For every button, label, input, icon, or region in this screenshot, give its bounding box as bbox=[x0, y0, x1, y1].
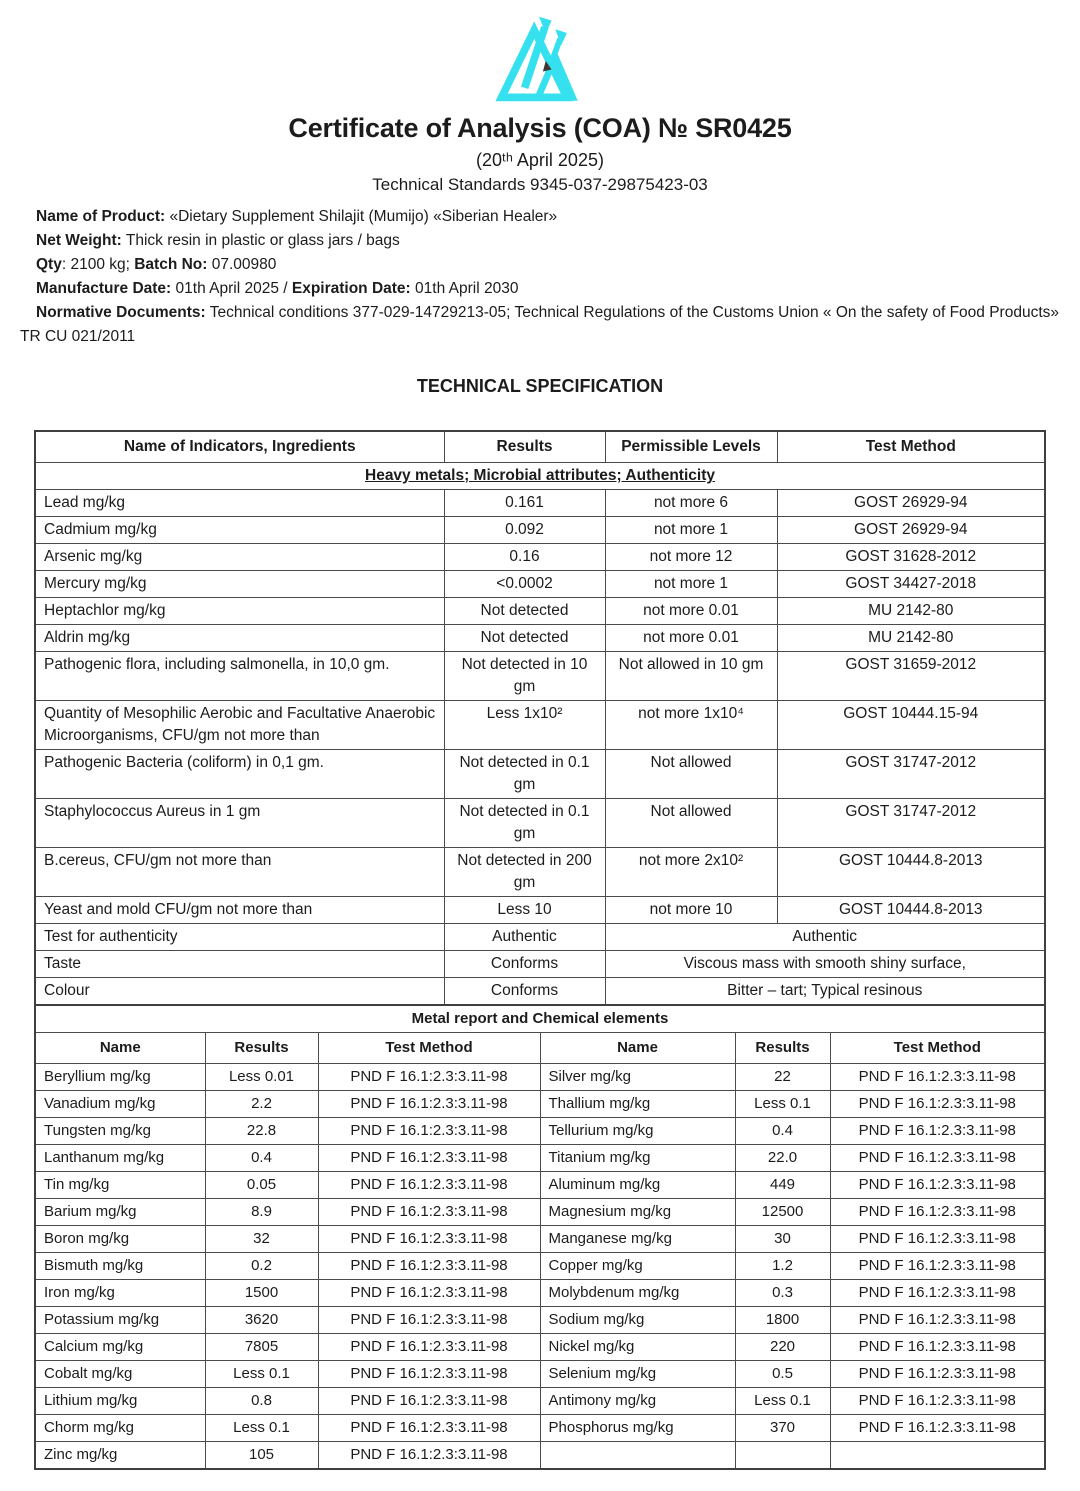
table-row bbox=[35, 1199, 1045, 1226]
table-cell: PND F 16.1:2.3:3.11-98 bbox=[318, 1199, 540, 1226]
table-cell: Staphylococcus Aureus in 1 gm bbox=[35, 799, 444, 848]
detail-label: Batch No: bbox=[134, 256, 208, 273]
table-row bbox=[35, 799, 1045, 848]
table-cell: Test for authenticity bbox=[35, 924, 444, 951]
table-row bbox=[35, 1033, 1045, 1064]
table-row bbox=[35, 544, 1045, 571]
table-cell: 3620 bbox=[205, 1307, 318, 1334]
detail-label: Expiration Date: bbox=[291, 280, 411, 297]
table-cell: 1800 bbox=[735, 1307, 830, 1334]
table-cell: Not detected in 200 gm bbox=[444, 848, 605, 897]
table-cell: Aluminum mg/kg bbox=[540, 1172, 735, 1199]
table-row bbox=[35, 897, 1045, 924]
table-cell: PND F 16.1:2.3:3.11-98 bbox=[830, 1226, 1045, 1253]
table-cell: not more 2x10² bbox=[605, 848, 777, 897]
table-cell: Copper mg/kg bbox=[540, 1253, 735, 1280]
table-cell: Selenium mg/kg bbox=[540, 1361, 735, 1388]
table-cell: Pathogenic flora, including salmonella, in 10,0 gm. bbox=[35, 652, 444, 701]
table-cell: Not allowed in 10 gm bbox=[605, 652, 777, 701]
table-cell: Authentic bbox=[444, 924, 605, 951]
table-cell: Potassium mg/kg bbox=[35, 1307, 205, 1334]
table-row bbox=[35, 1415, 1045, 1442]
table-cell: Nickel mg/kg bbox=[540, 1334, 735, 1361]
table-cell: Less 0.1 bbox=[735, 1388, 830, 1415]
table-cell: PND F 16.1:2.3:3.11-98 bbox=[830, 1064, 1045, 1091]
detail-label: Manufacture Date: bbox=[36, 280, 172, 297]
detail-line bbox=[20, 205, 1060, 229]
table-row bbox=[35, 1388, 1045, 1415]
table-cell: PND F 16.1:2.3:3.11-98 bbox=[830, 1172, 1045, 1199]
spec-table bbox=[34, 430, 1046, 1006]
table-cell: Aldrin mg/kg bbox=[35, 625, 444, 652]
table-row bbox=[35, 1064, 1045, 1091]
table-row bbox=[35, 1005, 1045, 1033]
table-cell: Bismuth mg/kg bbox=[35, 1253, 205, 1280]
table-cell: PND F 16.1:2.3:3.11-98 bbox=[318, 1442, 540, 1470]
table-cell: GOST 31747-2012 bbox=[777, 750, 1045, 799]
table-cell: 0.4 bbox=[205, 1145, 318, 1172]
table-cell: Bitter – tart; Typical resinous bbox=[605, 978, 1045, 1006]
table-cell: PND F 16.1:2.3:3.11-98 bbox=[830, 1334, 1045, 1361]
table-row bbox=[35, 1442, 1045, 1470]
table-cell: PND F 16.1:2.3:3.11-98 bbox=[830, 1415, 1045, 1442]
table-cell: 22.8 bbox=[205, 1118, 318, 1145]
table-cell: Not detected in 0.1 gm bbox=[444, 750, 605, 799]
mountain-peaks-arrows-icon bbox=[492, 14, 588, 102]
header-cell: Name of Indicators, Ingredients bbox=[35, 431, 444, 463]
table-cell: Arsenic mg/kg bbox=[35, 544, 444, 571]
table-cell: PND F 16.1:2.3:3.11-98 bbox=[318, 1091, 540, 1118]
table-cell: GOST 31659-2012 bbox=[777, 652, 1045, 701]
table-row bbox=[35, 625, 1045, 652]
table-cell: Titanium mg/kg bbox=[540, 1145, 735, 1172]
table-cell: Less 0.1 bbox=[205, 1361, 318, 1388]
table-cell: Taste bbox=[35, 951, 444, 978]
detail-value: «Dietary Supplement Shilajit (Mumijo) «Siberian Healer» bbox=[165, 208, 558, 225]
table-cell: not more 0.01 bbox=[605, 598, 777, 625]
table-cell: Magnesium mg/kg bbox=[540, 1199, 735, 1226]
table-cell: MU 2142-80 bbox=[777, 625, 1045, 652]
detail-value: : 2100 kg; bbox=[61, 256, 135, 273]
table-cell: Heavy metals; Microbial attributes; Authenticity bbox=[35, 463, 1045, 490]
table-cell: PND F 16.1:2.3:3.11-98 bbox=[830, 1145, 1045, 1172]
table-cell: PND F 16.1:2.3:3.11-98 bbox=[830, 1280, 1045, 1307]
detail-line bbox=[20, 277, 1060, 301]
table-cell: Cobalt mg/kg bbox=[35, 1361, 205, 1388]
table-row bbox=[35, 571, 1045, 598]
table-cell: GOST 26929-94 bbox=[777, 517, 1045, 544]
table-cell bbox=[540, 1442, 735, 1470]
table-row bbox=[35, 517, 1045, 544]
table-cell: PND F 16.1:2.3:3.11-98 bbox=[318, 1280, 540, 1307]
table-cell: Yeast and mold CFU/gm not more than bbox=[35, 897, 444, 924]
table-row bbox=[35, 598, 1045, 625]
table-cell: PND F 16.1:2.3:3.11-98 bbox=[830, 1388, 1045, 1415]
table-cell: 0.2 bbox=[205, 1253, 318, 1280]
table-cell: Metal report and Chemical elements bbox=[35, 1005, 1045, 1033]
table-cell: 0.3 bbox=[735, 1280, 830, 1307]
table-cell: Not allowed bbox=[605, 799, 777, 848]
header-cell: Results bbox=[735, 1033, 830, 1064]
table-cell: <0.0002 bbox=[444, 571, 605, 598]
table-cell: 0.092 bbox=[444, 517, 605, 544]
table-cell: Cadmium mg/kg bbox=[35, 517, 444, 544]
detail-line bbox=[20, 301, 1060, 349]
detail-line bbox=[20, 229, 1060, 253]
table-row bbox=[35, 951, 1045, 978]
table-cell: Antimony mg/kg bbox=[540, 1388, 735, 1415]
table-cell: Less 0.01 bbox=[205, 1064, 318, 1091]
table-cell bbox=[830, 1442, 1045, 1470]
metals-table bbox=[34, 1004, 1046, 1470]
detail-value: Technical conditions 377-029-14729213-05; Technical Regulations of the Customs Union « On the safety of Food Products» TR CU 021/2011 bbox=[20, 304, 1060, 345]
table-cell: PND F 16.1:2.3:3.11-98 bbox=[318, 1226, 540, 1253]
table-cell: Colour bbox=[35, 978, 444, 1006]
table-cell: Conforms bbox=[444, 978, 605, 1006]
header-cell: Permissible Levels bbox=[605, 431, 777, 463]
table-cell: Manganese mg/kg bbox=[540, 1226, 735, 1253]
table-row bbox=[35, 750, 1045, 799]
page-title: Certificate of Analysis (COA) № SR0425 bbox=[288, 113, 792, 143]
table-cell: Viscous mass with smooth shiny surface, bbox=[605, 951, 1045, 978]
technical-specification-heading: TECHNICAL SPECIFICATION bbox=[416, 376, 664, 396]
table-cell: PND F 16.1:2.3:3.11-98 bbox=[830, 1199, 1045, 1226]
table-cell: Not detected in 10 gm bbox=[444, 652, 605, 701]
table-cell: PND F 16.1:2.3:3.11-98 bbox=[830, 1253, 1045, 1280]
table-cell: GOST 31628-2012 bbox=[777, 544, 1045, 571]
table-cell: not more 1 bbox=[605, 517, 777, 544]
detail-value: 01th April 2025 / bbox=[171, 280, 292, 297]
detail-line bbox=[20, 253, 1060, 277]
detail-value: Thick resin in plastic or glass jars / bags bbox=[121, 232, 400, 249]
table-cell: PND F 16.1:2.3:3.11-98 bbox=[318, 1253, 540, 1280]
table-cell: Iron mg/kg bbox=[35, 1280, 205, 1307]
table-row bbox=[35, 1091, 1045, 1118]
table-cell: PND F 16.1:2.3:3.11-98 bbox=[318, 1145, 540, 1172]
table-cell: Lanthanum mg/kg bbox=[35, 1145, 205, 1172]
detail-label: Normative Documents: bbox=[36, 304, 206, 321]
table-cell: Molybdenum mg/kg bbox=[540, 1280, 735, 1307]
table-cell: 0.16 bbox=[444, 544, 605, 571]
table-cell: PND F 16.1:2.3:3.11-98 bbox=[318, 1118, 540, 1145]
table-row bbox=[35, 978, 1045, 1006]
table-row bbox=[35, 1145, 1045, 1172]
table-cell: Calcium mg/kg bbox=[35, 1334, 205, 1361]
table-cell: PND F 16.1:2.3:3.11-98 bbox=[318, 1172, 540, 1199]
table-cell: Not detected bbox=[444, 625, 605, 652]
table-row bbox=[35, 1172, 1045, 1199]
table-cell: Tin mg/kg bbox=[35, 1172, 205, 1199]
detail-value: 01th April 2030 bbox=[410, 280, 519, 297]
header-cell: Results bbox=[444, 431, 605, 463]
table-row bbox=[35, 652, 1045, 701]
table-cell: Chorm mg/kg bbox=[35, 1415, 205, 1442]
table-cell: Heptachlor mg/kg bbox=[35, 598, 444, 625]
table-cell: Less 10 bbox=[444, 897, 605, 924]
table-row bbox=[35, 1118, 1045, 1145]
table-cell: PND F 16.1:2.3:3.11-98 bbox=[318, 1064, 540, 1091]
table-cell: Less 0.1 bbox=[735, 1091, 830, 1118]
table-cell: Thallium mg/kg bbox=[540, 1091, 735, 1118]
table-cell: 7805 bbox=[205, 1334, 318, 1361]
table-row bbox=[35, 924, 1045, 951]
table-row bbox=[35, 1307, 1045, 1334]
table-cell: not more 10 bbox=[605, 897, 777, 924]
table-cell: not more 12 bbox=[605, 544, 777, 571]
table-cell: not more 0.01 bbox=[605, 625, 777, 652]
table-cell: Barium mg/kg bbox=[35, 1199, 205, 1226]
table-cell bbox=[735, 1442, 830, 1470]
table-cell: Quantity of Mesophilic Aerobic and Facultative Anaerobic Microorganisms, CFU/gm not more than bbox=[35, 701, 444, 750]
table-cell: 22 bbox=[735, 1064, 830, 1091]
table-cell: PND F 16.1:2.3:3.11-98 bbox=[318, 1307, 540, 1334]
table-cell: Less 1x10² bbox=[444, 701, 605, 750]
table-cell: 220 bbox=[735, 1334, 830, 1361]
table-row bbox=[35, 701, 1045, 750]
table-cell: Beryllium mg/kg bbox=[35, 1064, 205, 1091]
table-cell: GOST 26929-94 bbox=[777, 490, 1045, 517]
table-row bbox=[35, 1361, 1045, 1388]
table-cell: not more 6 bbox=[605, 490, 777, 517]
table-cell: PND F 16.1:2.3:3.11-98 bbox=[830, 1118, 1045, 1145]
table-cell: 32 bbox=[205, 1226, 318, 1253]
header-cell: Test Method bbox=[318, 1033, 540, 1064]
table-cell: Not detected bbox=[444, 598, 605, 625]
table-cell: Mercury mg/kg bbox=[35, 571, 444, 598]
table-cell: Sodium mg/kg bbox=[540, 1307, 735, 1334]
header-cell: Name bbox=[35, 1033, 205, 1064]
table-cell: Zinc mg/kg bbox=[35, 1442, 205, 1470]
table-cell: Boron mg/kg bbox=[35, 1226, 205, 1253]
table-cell: PND F 16.1:2.3:3.11-98 bbox=[830, 1307, 1045, 1334]
detail-value: 07.00980 bbox=[207, 256, 277, 273]
table-cell: 449 bbox=[735, 1172, 830, 1199]
table-cell: Phosphorus mg/kg bbox=[540, 1415, 735, 1442]
table-cell: GOST 34427-2018 bbox=[777, 571, 1045, 598]
table-cell: Tungsten mg/kg bbox=[35, 1118, 205, 1145]
table-row bbox=[35, 848, 1045, 897]
standards-line: Technical Standards 9345-037-29875423-03 bbox=[372, 175, 708, 194]
brand-logo bbox=[0, 0, 1080, 104]
table-cell: Lithium mg/kg bbox=[35, 1388, 205, 1415]
header-cell: Results bbox=[205, 1033, 318, 1064]
table-cell: 0.05 bbox=[205, 1172, 318, 1199]
table-cell: Not detected in 0.1 gm bbox=[444, 799, 605, 848]
table-cell: Not allowed bbox=[605, 750, 777, 799]
table-cell: 8.9 bbox=[205, 1199, 318, 1226]
table-cell: 22.0 bbox=[735, 1145, 830, 1172]
table-cell: not more 1x10⁴ bbox=[605, 701, 777, 750]
table-cell: PND F 16.1:2.3:3.11-98 bbox=[318, 1388, 540, 1415]
detail-label: Name of Product: bbox=[36, 208, 166, 225]
table-cell: 0.5 bbox=[735, 1361, 830, 1388]
table-cell: 30 bbox=[735, 1226, 830, 1253]
table-cell: PND F 16.1:2.3:3.11-98 bbox=[318, 1361, 540, 1388]
table-cell: PND F 16.1:2.3:3.11-98 bbox=[830, 1091, 1045, 1118]
table-cell: GOST 10444.15-94 bbox=[777, 701, 1045, 750]
header-cell: Test Method bbox=[830, 1033, 1045, 1064]
table-cell: Authentic bbox=[605, 924, 1045, 951]
table-cell: Lead mg/kg bbox=[35, 490, 444, 517]
table-cell: B.cereus, CFU/gm not more than bbox=[35, 848, 444, 897]
table-cell: 1.2 bbox=[735, 1253, 830, 1280]
table-cell: GOST 10444.8-2013 bbox=[777, 848, 1045, 897]
table-cell: 0.161 bbox=[444, 490, 605, 517]
detail-label: Qty bbox=[36, 256, 62, 273]
table-row bbox=[35, 1226, 1045, 1253]
table-cell: Conforms bbox=[444, 951, 605, 978]
table-cell: GOST 31747-2012 bbox=[777, 799, 1045, 848]
table-cell: MU 2142-80 bbox=[777, 598, 1045, 625]
table-cell: Tellurium mg/kg bbox=[540, 1118, 735, 1145]
product-details bbox=[20, 205, 1060, 349]
header-cell: Name bbox=[540, 1033, 735, 1064]
table-cell: GOST 10444.8-2013 bbox=[777, 897, 1045, 924]
header-cell: Test Method bbox=[777, 431, 1045, 463]
table-cell: Pathogenic Bacteria (coliform) in 0,1 gm. bbox=[35, 750, 444, 799]
table-cell: Silver mg/kg bbox=[540, 1064, 735, 1091]
table-row bbox=[35, 1253, 1045, 1280]
table-cell: 1500 bbox=[205, 1280, 318, 1307]
table-cell: 370 bbox=[735, 1415, 830, 1442]
table-cell: not more 1 bbox=[605, 571, 777, 598]
table-cell: Less 0.1 bbox=[205, 1415, 318, 1442]
table-cell: 105 bbox=[205, 1442, 318, 1470]
table-cell: PND F 16.1:2.3:3.11-98 bbox=[318, 1334, 540, 1361]
table-cell: 12500 bbox=[735, 1199, 830, 1226]
detail-label: Net Weight: bbox=[36, 232, 122, 249]
table-cell: 0.4 bbox=[735, 1118, 830, 1145]
table-row bbox=[35, 431, 1045, 463]
table-cell: Vanadium mg/kg bbox=[35, 1091, 205, 1118]
table-cell: 0.8 bbox=[205, 1388, 318, 1415]
date-line: (20ᵗʰ April 2025) bbox=[476, 150, 604, 170]
table-cell: PND F 16.1:2.3:3.11-98 bbox=[318, 1415, 540, 1442]
table-cell: 2.2 bbox=[205, 1091, 318, 1118]
table-cell: PND F 16.1:2.3:3.11-98 bbox=[830, 1361, 1045, 1388]
table-row bbox=[35, 463, 1045, 490]
table-row bbox=[35, 1280, 1045, 1307]
table-row bbox=[35, 1334, 1045, 1361]
table-row bbox=[35, 490, 1045, 517]
